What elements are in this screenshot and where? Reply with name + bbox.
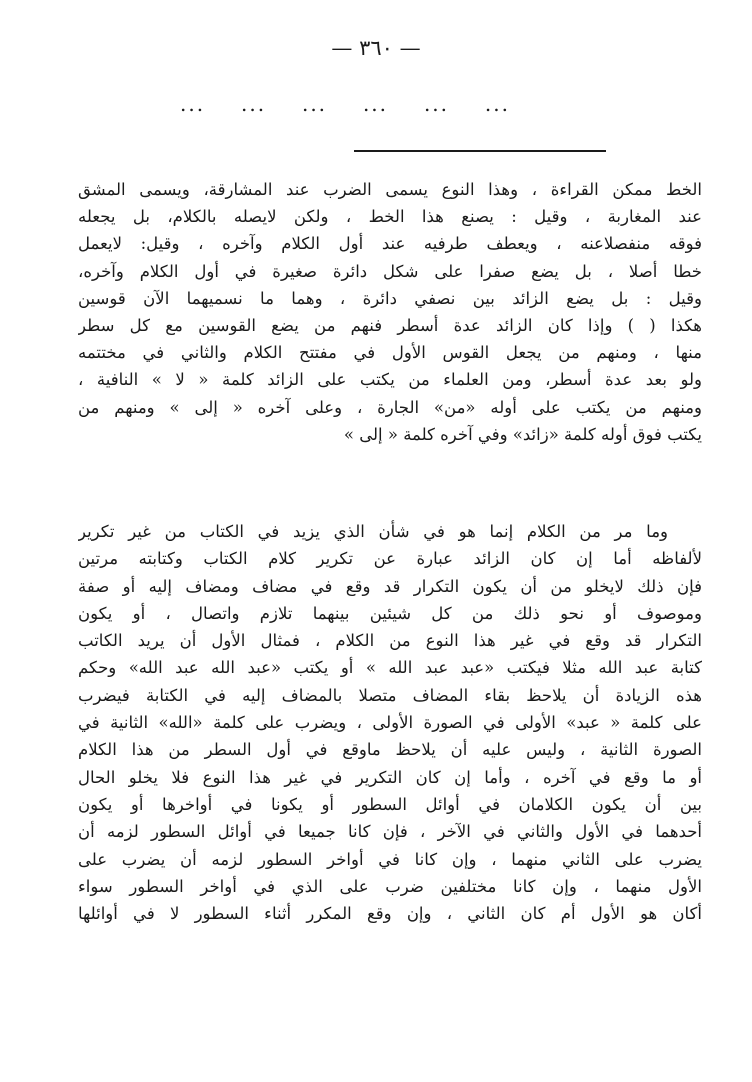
text-line: يكتب فوق أوله كلمة «زائد» وفي آخره كلمة « إلى »	[343, 424, 702, 444]
text-line: خطا أصلا ، بل يضع صفرا على شكل دائرة صغيرة في أول الكلام وآخره،	[78, 261, 702, 281]
text-line: فإن ذلك لايخلو من أن يكون التكرار قد وقع في مضاف ومضاف إليه أو صفة	[78, 576, 702, 596]
text-line: عند المغاربة ، وقيل : يصنع هذا الخط ، ولكن لايصله بالكلام، بل يجعله	[78, 207, 702, 227]
text-line: يضرب على الثاني منهما ، وإن كانا في أواخر السطور لزمه أن يضرب على	[78, 849, 702, 869]
paragraph-1	[78, 176, 702, 448]
text-line: منها ، ومنهم من يجعل القوس الأول في مفتتح الكلام والثاني في مختتمه	[78, 343, 702, 363]
text-line: وقيل : بل يضع الزائد بين نصفي دائرة ، وهما ما نسميهما الآن قوسين	[78, 288, 702, 308]
text-line: هذه الزيادة أن يلاحظ بقاء المضاف متصلا بالمضاف إليه في الكتابة فيضرب	[78, 685, 702, 705]
ellipsis-mark: ...	[180, 92, 206, 116]
horizontal-rule	[354, 150, 606, 152]
text-line: أحدهما في الأول والثاني في الآخر ، فإن كانا جميعا في أوائل السطور لزمه أن	[78, 822, 702, 842]
ellipsis-separator	[180, 92, 510, 116]
ellipsis-mark: ...	[301, 92, 328, 116]
text-line: الخط ممكن القراءة ، وهذا النوع يسمى الضرب عند المشارقة، ويسمى المشق	[78, 180, 702, 199]
text-line: التكرار قد وقع في غير هذا النوع من الكلام ، فمثال الأول أن يريد الكاتب	[78, 631, 702, 651]
text-line: هكذا ( ) وإذا كان الزائد عدة أسطر فنهم من يضع القوسين مع كل سطر	[78, 315, 702, 335]
text-line: فوقه منفصلاعنه ، ويعطف طرفيه عند أول الكلام وآخره ، وقيل: لايعمل	[78, 234, 702, 254]
text-line: وما مر من الكلام إنما هو في شأن الذي يزيد في الكتاب من غير تكرير	[78, 522, 668, 541]
text-line: ومنهم من يكتب على أوله «من» الجارة ، وعلى آخره « إلى » ومنهم من	[78, 397, 702, 417]
text-line: ولو بعد عدة أسطر، ومن العلماء من يكتب على الزائد كلمة « لا » النافية ،	[78, 370, 702, 390]
text-line: كتابة عبد الله مثلا فيكتب «عبد عبد الله » أو يكتب «عبد الله عبد الله» وحكم	[78, 658, 702, 678]
text-line: وموصوف أو نحو ذلك من كل شيئين بينهما تلازم واتصال ، أو يكون	[78, 603, 702, 623]
ellipsis-mark: ...	[362, 92, 389, 116]
ellipsis-mark: ...	[240, 92, 267, 116]
text-line: أكان هو الأول أم كان الثاني ، وإن وقع المكرر أثناء السطور لا في أوائلها	[78, 904, 702, 924]
text-line: أو ما وقع في آخره ، وأما إن كان التكرير في غير هذا النوع فلا يخلو الحال	[78, 767, 702, 787]
paragraph-2	[78, 518, 702, 927]
text-line: الصورة الثانية ، وليس عليه أن يلاحظ ماوقع في أول السطر من هذا الكلام	[78, 740, 702, 760]
page-number: — ٣٦٠ —	[331, 36, 421, 60]
text-line: على كلمة « عبد» الأولى في الصورة الأولى ، ويضرب على كلمة «الله» الثانية في	[78, 713, 702, 733]
text-line: بين أن يكون الكلامان في أوائل السطور أو يكونا في أواخرها أو يكون	[78, 794, 702, 814]
ellipsis-mark: ...	[423, 92, 450, 116]
text-line: الأول منهما ، وإن كانا مختلفين ضرب على الذي في أواخر السطور سواء	[78, 876, 702, 896]
ellipsis-mark: ...	[484, 92, 510, 116]
text-line: لألفاظه أما إن كان الزائد عبارة عن تكرير كلام الكتاب وكتابته مرتين	[78, 549, 702, 569]
